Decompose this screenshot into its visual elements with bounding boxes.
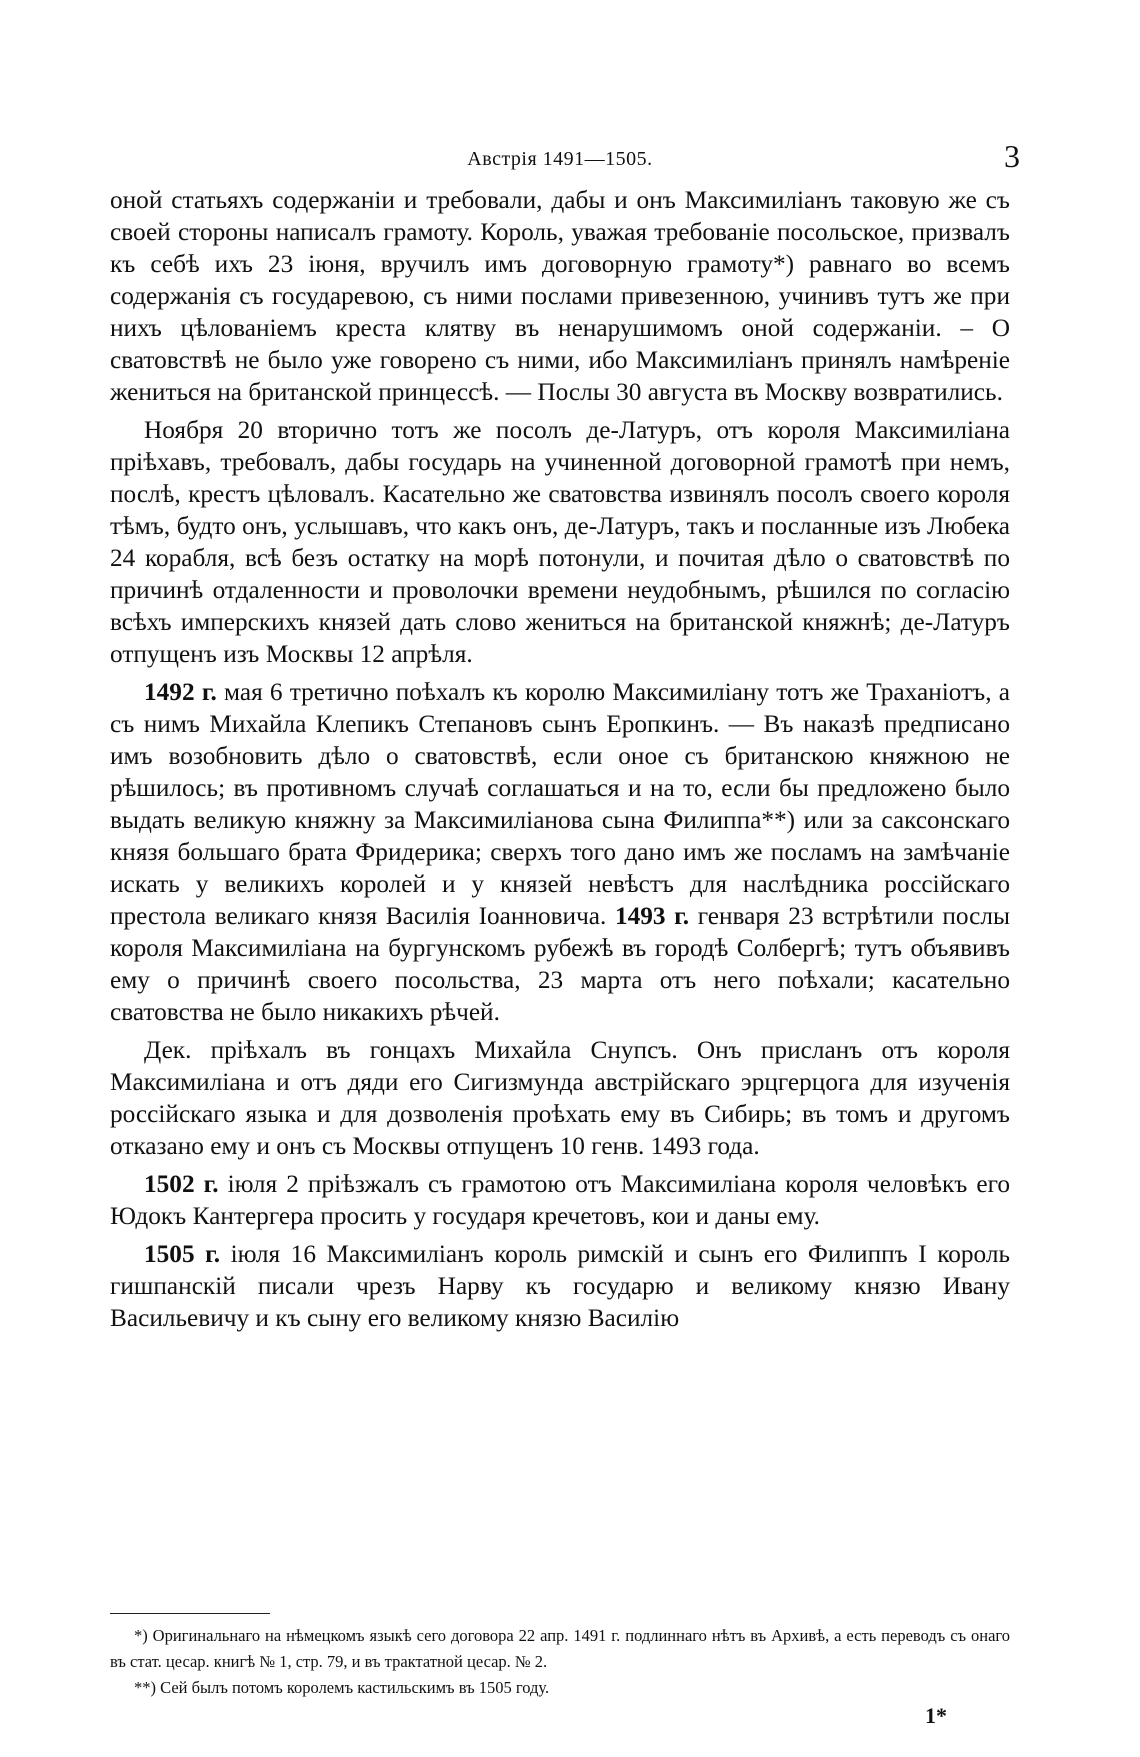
paragraph-3 [110, 676, 1010, 1028]
paragraph-6-text: іюля 16 Максимиліанъ король римскій и сынъ его Филиппъ I король гишпанскій писали чрезъ Нарву къ государю и великому князю Ивану Васильевичу и къ сыну его великому князю Василію [110, 1240, 1010, 1332]
paragraph-2-text: Ноября 20 вторично тотъ же посолъ де-Латуръ, отъ короля Максимиліана пріѣхавъ, требовалъ, дабы государь на учиненной договорной грамотѣ при немъ, послѣ, крестъ цѣловалъ. Касательно же сватовства извинялъ посолъ своего короля тѣмъ, будто онъ, услышавъ, что какъ онъ, де-Латуръ, такъ и посланные изъ Любека 24 корабля, всѣ безъ остатку на морѣ потонули, и почитая дѣло о сватовствѣ по причинѣ отдаленности и проволочки времени неудобнымъ, рѣшился по согласію всѣхъ имперскихъ князей дать слово жениться на британской княжнѣ; де-Латуръ отпущенъ изъ Москвы 12 апрѣля. [110, 416, 1010, 668]
paragraph-3-text-2: генваря 23 встрѣтили послы короля Максимиліана на бургунскомъ рубежѣ въ городѣ Солбергѣ; тутъ объявивъ ему о причинѣ своего посольства, 23 марта отъ него поѣхали; касательно сватовства не было никакихъ рѣчей. [110, 902, 1011, 1026]
running-title: Австрія 1491—1505. [467, 148, 653, 170]
paragraph-2 [110, 414, 1010, 670]
footnotes [110, 1623, 1010, 1701]
paragraph-5 [110, 1168, 1010, 1232]
footnote-divider [110, 1613, 270, 1614]
year-1493: 1493 г. [606, 902, 690, 930]
year-1492: 1492 г. [144, 678, 217, 706]
page-number: 3 [1004, 138, 1020, 174]
paragraph-3-text: мая 6 третично поѣхалъ къ королю Максимиліану тотъ же Траханіотъ, а съ нимъ Михайла Клепикъ Степановъ сынъ Еропкинъ. — Въ наказѣ предписано имъ возобновить дѣло о сватовствѣ, если оное съ британскою княжною не рѣшилось; въ противномъ случаѣ соглашаться и на то, если бы предложено было выдать великую княжну за Максимиліанова сына Филиппа**) или за саксонскаго князя большаго брата Фридерика; сверхъ того дано имъ же посламъ на замѣчаніе искать у великихъ королей и у князей невѣстъ для наслѣдника россійскаго престола великаго князя Василія Іоанновича. [110, 678, 1010, 930]
footnote-2: **) Сей былъ потомъ королемъ кастильскимъ въ 1505 году. [134, 1678, 550, 1697]
paragraph-5-text: іюля 2 пріѣзжалъ съ грамотою отъ Максимиліана короля человѣкъ его Юдокъ Кантергера просить у государя кречетовъ, кои и даны ему. [110, 1170, 1010, 1230]
body-text [110, 184, 1010, 1334]
paragraph-1 [110, 184, 1010, 408]
paragraph-1-text: оной статьяхъ содержаніи и требовали, дабы и онъ Максимиліанъ таковую же съ своей стороны написалъ грамоту. Король, уважая требованіе посольское, призвалъ къ себѣ ихъ 23 іюня, вручилъ имъ договорную грамоту*) равнаго во всемъ содержанія съ государевою, съ ними послами привезенною, учинивъ тутъ же при нихъ цѣлованіемъ креста клятву въ ненарушимомъ оной содержаніи. – О сватовствѣ не было уже говорено съ ними, ибо Максимиліанъ принялъ намѣреніе жениться на британской принцессѣ. — Послы 30 августа въ Москву возвратились. [110, 186, 1010, 406]
paragraph-4-text: Дек. пріѣхалъ въ гонцахъ Михайла Снупсъ. Онъ присланъ отъ короля Максимиліана и отъ дяди его Сигизмунда австрійскаго эрцгерцога для изученія россійскаго языка и для дозволенія проѣхать ему въ Сибирь; въ томъ и другомъ отказано ему и онъ съ Москвы отпущенъ 10 генв. 1493 года. [110, 1036, 1010, 1160]
year-1505: 1505 г. [144, 1240, 221, 1268]
footnote-1: *) Оригинальнаго на нѣмецкомъ языкѣ сего договора 22 апр. 1491 г. подлиннаго нѣтъ въ Архивѣ, а есть переводъ съ онаго въ стат. цесар. книгѣ № 1, стр. 79, и въ трактатной цесар. № 2. [110, 1626, 1010, 1671]
signature-mark: 1* [925, 1703, 947, 1728]
paragraph-4 [110, 1034, 1010, 1162]
year-1502: 1502 г. [144, 1170, 219, 1198]
page-header [110, 138, 1020, 180]
paragraph-6 [110, 1238, 1010, 1334]
